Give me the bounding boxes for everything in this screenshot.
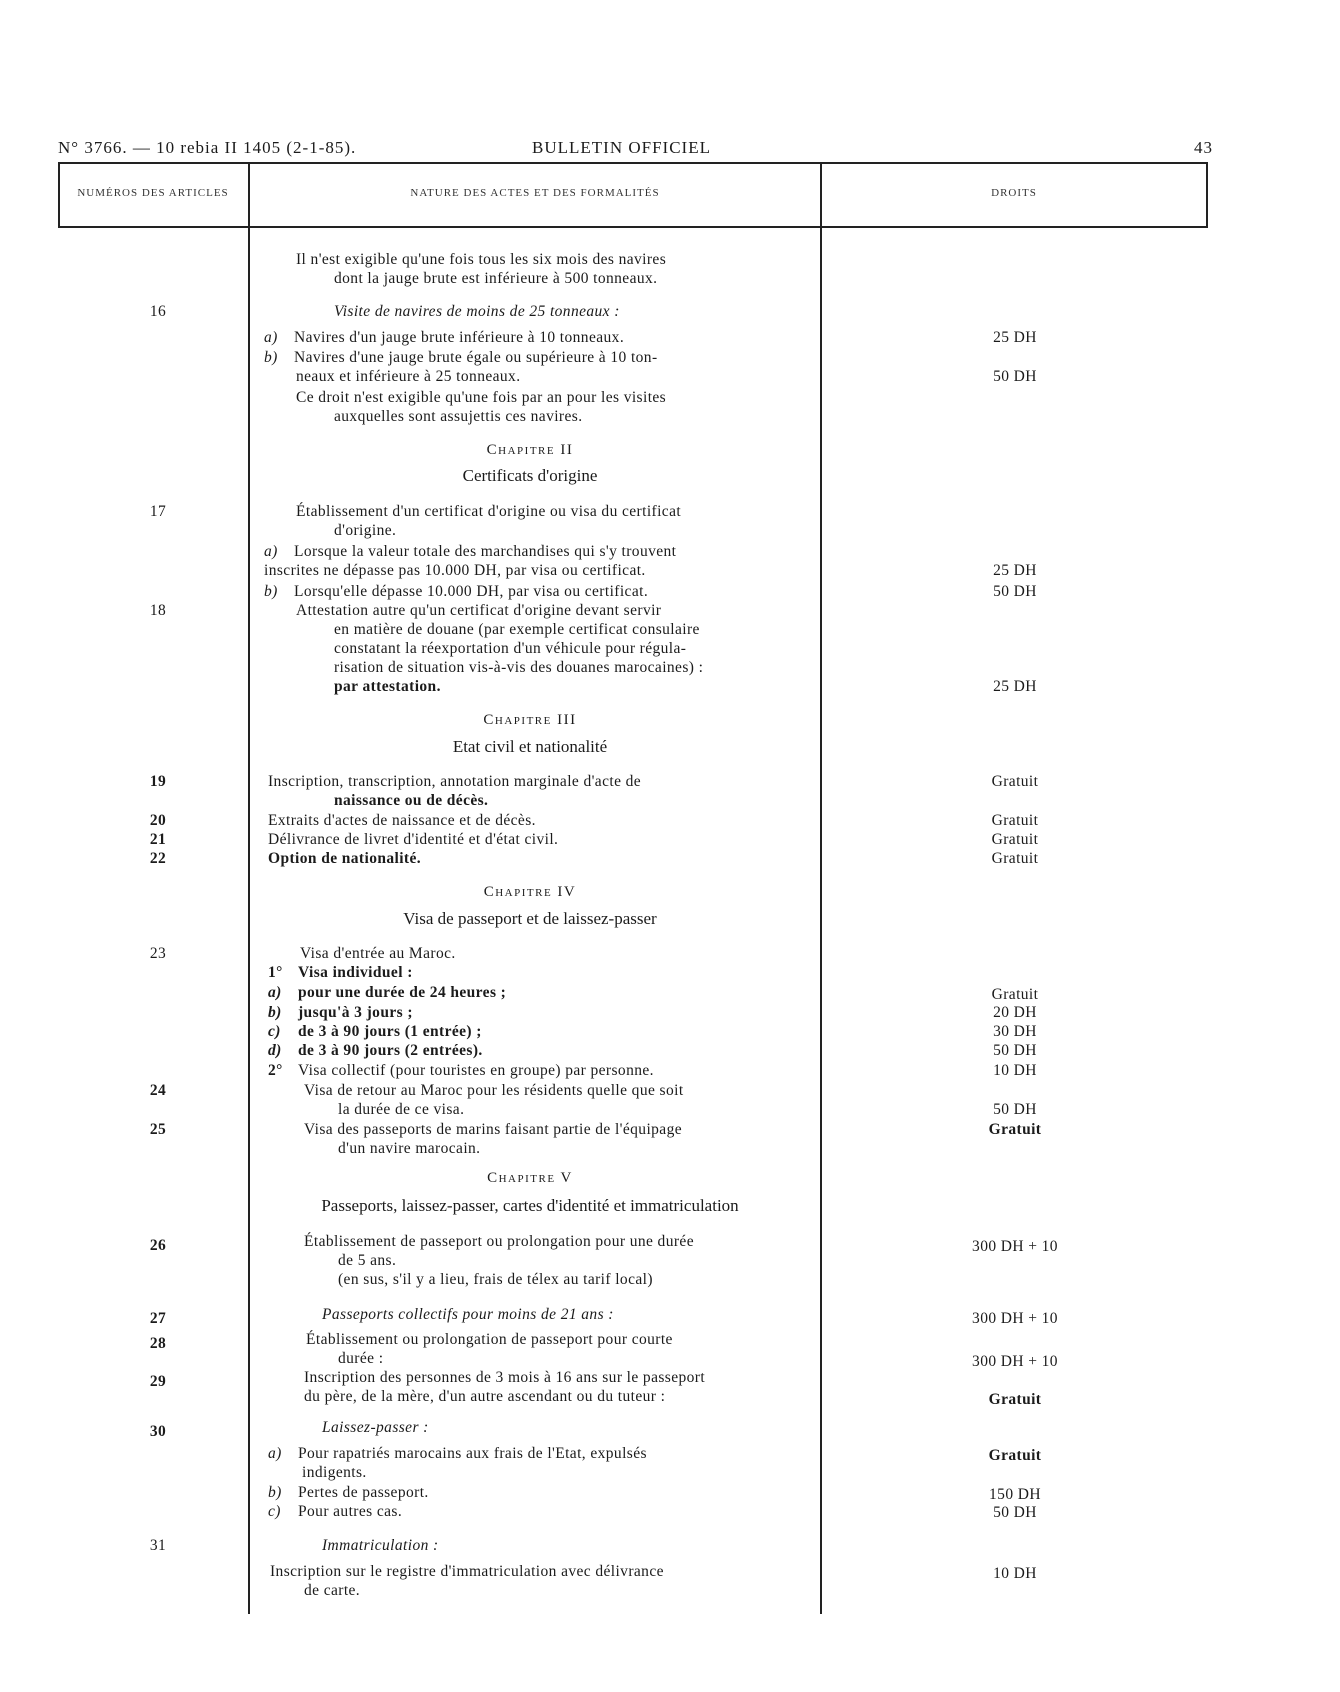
table-row — [0, 849, 1340, 869]
table-row — [0, 1562, 1340, 1602]
column-header-fees: DROITS — [991, 187, 1037, 199]
row-text: de 5 ans. — [338, 1252, 397, 1269]
article-number: 21 — [149, 831, 167, 848]
row-text: Pour autres cas. — [298, 1503, 403, 1520]
chapter-subtitle: Etat civil et nationalité — [452, 737, 608, 756]
article-number: 24 — [149, 1082, 167, 1099]
item-label: a) — [268, 984, 282, 1001]
row-text: Inscription sur le registre d'immatriculation avec délivrance — [270, 1563, 664, 1580]
article-number: 22 — [149, 850, 167, 867]
table-row — [0, 1232, 1340, 1292]
row-text: du père, de la mère, d'un autre ascendant ou du tuteur : — [304, 1388, 666, 1405]
table-row — [0, 1081, 1340, 1121]
row-text: Visa d'entrée au Maroc. — [300, 945, 456, 962]
row-text: d'un navire marocain. — [338, 1140, 481, 1157]
table-row — [0, 1418, 1340, 1438]
row-text: Attestation autre qu'un certificat d'origine devant servir — [296, 602, 662, 619]
table-row — [0, 1483, 1340, 1503]
row-text: Visa individuel : — [298, 964, 413, 981]
fee-value: 300 DH + 10 — [972, 1310, 1058, 1327]
fee-value: 10 DH — [993, 1062, 1037, 1079]
row-text: auxquelles sont assujettis ces navires. — [334, 408, 583, 425]
row-text: Inscription des personnes de 3 mois à 16 ans sur le passeport — [304, 1369, 706, 1386]
row-text: Ce droit n'est exigible qu'une fois par an pour les visites — [296, 389, 667, 406]
chapter-title: Chapitre IV — [483, 884, 577, 900]
row-text: Visite de navires de moins de 25 tonneaux : — [334, 303, 620, 320]
fee-value: 50 DH — [993, 1504, 1037, 1521]
table-row — [0, 250, 1340, 290]
table-row — [0, 1444, 1340, 1484]
article-number: 23 — [149, 945, 167, 962]
fee-value: 50 DH — [993, 583, 1037, 600]
row-text: Délivrance de livret d'identité et d'état civil. — [268, 831, 559, 848]
fee-value: Gratuit — [991, 831, 1039, 848]
table-row — [0, 811, 1340, 831]
article-number: 18 — [149, 602, 167, 619]
item-label: b) — [268, 1484, 282, 1501]
row-text: Visa des passeports de marins faisant partie de l'équipage — [304, 1121, 683, 1138]
table-row — [0, 388, 1340, 428]
chapter-subtitle: Certificats d'origine — [462, 466, 598, 485]
table-row — [0, 830, 1340, 850]
fee-value: 30 DH — [993, 1023, 1037, 1040]
table-row — [0, 601, 1340, 697]
column-header-numbers: NUMÉROS DES ARTICLES — [77, 187, 229, 199]
item-label: a) — [264, 543, 278, 560]
fee-value: 150 DH — [989, 1486, 1041, 1503]
fee-value: Gratuit — [991, 812, 1039, 829]
row-text: Inscription, transcription, annotation marginale d'acte de — [268, 773, 642, 790]
table-row — [0, 502, 1340, 542]
article-number: 27 — [149, 1310, 167, 1327]
table-top-rule — [58, 162, 1208, 164]
fee-value: 10 DH — [993, 1565, 1037, 1582]
row-text: Navires d'un jauge brute inférieure à 10 tonneaux. — [294, 329, 625, 346]
row-text: Pour rapatriés marocains aux frais de l'Etat, expulsés — [298, 1445, 647, 1462]
chapter-title: Chapitre V — [487, 1170, 573, 1186]
table-row — [0, 1022, 1340, 1042]
article-number: 28 — [149, 1335, 167, 1352]
fee-value: 50 DH — [993, 1042, 1037, 1059]
column-header-nature: NATURE DES ACTES ET DES FORMALITÉS — [410, 187, 660, 199]
row-text: Établissement d'un certificat d'origine ou visa du certificat — [296, 503, 682, 520]
item-label: b) — [264, 583, 278, 600]
item-label: a) — [264, 329, 278, 346]
fee-value: 300 DH + 10 — [972, 1238, 1058, 1255]
table-row — [0, 348, 1340, 388]
row-text: en matière de douane (par exemple certificat consulaire — [334, 621, 700, 638]
row-text: pour une durée de 24 heures ; — [298, 984, 507, 1001]
table-row — [0, 1061, 1340, 1081]
article-number: 29 — [149, 1373, 167, 1390]
item-label: c) — [268, 1503, 281, 1520]
row-text: dont la jauge brute est inférieure à 500 tonneaux. — [334, 270, 658, 287]
item-label: d) — [268, 1042, 282, 1059]
fee-value: Gratuit — [991, 850, 1039, 867]
issue-reference: N° 3766. — 10 rebia II 1405 (2-1-85). — [58, 138, 357, 157]
row-text: Établissement ou prolongation de passeport pour courte — [306, 1331, 673, 1348]
table-left-rule — [58, 162, 60, 228]
row-text: de carte. — [304, 1582, 361, 1599]
table-row — [0, 944, 1340, 964]
row-text: Établissement de passeport ou prolongation pour une durée — [304, 1233, 694, 1250]
fee-value: Gratuit — [988, 1447, 1042, 1464]
chapter-subtitle: Visa de passeport et de laissez-passer — [403, 909, 657, 928]
row-text: Immatriculation : — [322, 1537, 439, 1554]
item-label: 1° — [268, 964, 283, 981]
chapter-title: Chapitre II — [486, 442, 574, 458]
row-text: Visa de retour au Maroc pour les résidents quelle que soit — [304, 1082, 684, 1099]
article-number: 16 — [149, 303, 167, 320]
chapter-subtitle: Passeports, laissez-passer, cartes d'identité et immatriculation — [321, 1196, 739, 1215]
table-row — [0, 1368, 1340, 1408]
fee-value: 25 DH — [993, 678, 1037, 695]
publication-title: BULLETIN OFFICIEL — [532, 138, 711, 157]
article-number: 26 — [149, 1237, 167, 1254]
row-text: constatant la réexportation d'un véhicule pour régula- — [334, 640, 687, 657]
fee-value: Gratuit — [991, 986, 1039, 1003]
row-text: Lorsqu'elle dépasse 10.000 DH, par visa ou certificat. — [294, 583, 649, 600]
item-label: c) — [268, 1023, 281, 1040]
fee-value: Gratuit — [988, 1121, 1042, 1138]
fee-value: Gratuit — [988, 1391, 1042, 1408]
table-row — [0, 1330, 1340, 1370]
row-text: par attestation. — [334, 678, 441, 695]
fee-value: Gratuit — [991, 773, 1039, 790]
fee-value: 50 DH — [993, 1101, 1037, 1118]
row-text: de 3 à 90 jours (1 entrée) ; — [298, 1023, 482, 1040]
article-number: 17 — [149, 503, 167, 520]
item-label: b) — [264, 349, 278, 366]
item-label: b) — [268, 1004, 282, 1021]
row-text: Il n'est exigible qu'une fois tous les six mois des navires — [296, 251, 667, 268]
row-text: jusqu'à 3 jours ; — [298, 1004, 413, 1021]
row-text: Visa collectif (pour touristes en groupe) par personne. — [298, 1062, 654, 1079]
fee-value: 50 DH — [993, 368, 1037, 385]
row-text: Option de nationalité. — [268, 850, 422, 867]
row-text: Pertes de passeport. — [298, 1484, 429, 1501]
article-number: 25 — [149, 1121, 167, 1138]
row-text: naissance ou de décès. — [334, 792, 489, 809]
table-right-rule — [1206, 162, 1208, 228]
fee-value: 25 DH — [993, 562, 1037, 579]
table-row — [0, 1502, 1340, 1522]
table-row — [0, 983, 1340, 1003]
row-text: de 3 à 90 jours (2 entrées). — [298, 1042, 483, 1059]
article-number: 19 — [149, 773, 167, 790]
fee-value: 20 DH — [993, 1004, 1037, 1021]
table-row — [0, 1536, 1340, 1556]
item-label: 2° — [268, 1062, 283, 1079]
row-text: Navires d'une jauge brute égale ou supérieure à 10 ton- — [294, 349, 658, 366]
table-row — [0, 1305, 1340, 1325]
row-text: d'origine. — [334, 522, 397, 539]
row-text: Passeports collectifs pour moins de 21 ans : — [322, 1306, 614, 1323]
header-bottom-rule — [58, 226, 1208, 228]
table-row — [0, 542, 1340, 582]
row-text: durée : — [338, 1350, 384, 1367]
table-row — [0, 1003, 1340, 1023]
row-text: la durée de ce visa. — [338, 1101, 465, 1118]
chapter-title: Chapitre III — [483, 712, 577, 728]
table-row — [0, 963, 1340, 983]
table-row — [0, 328, 1340, 348]
row-text: indigents. — [302, 1464, 367, 1481]
row-text: (en sus, s'il y a lieu, frais de télex au tarif local) — [338, 1271, 653, 1288]
row-text: inscrites ne dépasse pas 10.000 DH, par visa ou certificat. — [264, 562, 646, 579]
fee-value: 25 DH — [993, 329, 1037, 346]
row-text: neaux et inférieure à 25 tonneaux. — [296, 368, 521, 385]
article-number: 30 — [149, 1423, 167, 1440]
table-row — [0, 1041, 1340, 1061]
row-text: Extraits d'actes de naissance et de décès. — [268, 812, 536, 829]
item-label: a) — [268, 1445, 282, 1462]
page-number: 43 — [1194, 138, 1213, 157]
table-row — [0, 772, 1340, 812]
row-text: risation de situation vis-à-vis des douanes marocaines) : — [334, 659, 704, 676]
table-row — [0, 302, 1340, 322]
row-text: Laissez-passer : — [322, 1419, 429, 1436]
article-number: 31 — [149, 1537, 167, 1554]
table-row — [0, 582, 1340, 602]
row-text: Lorsque la valeur totale des marchandises qui s'y trouvent — [294, 543, 677, 560]
fee-value: 300 DH + 10 — [972, 1353, 1058, 1370]
table-row — [0, 1120, 1340, 1160]
article-number: 20 — [149, 812, 167, 829]
